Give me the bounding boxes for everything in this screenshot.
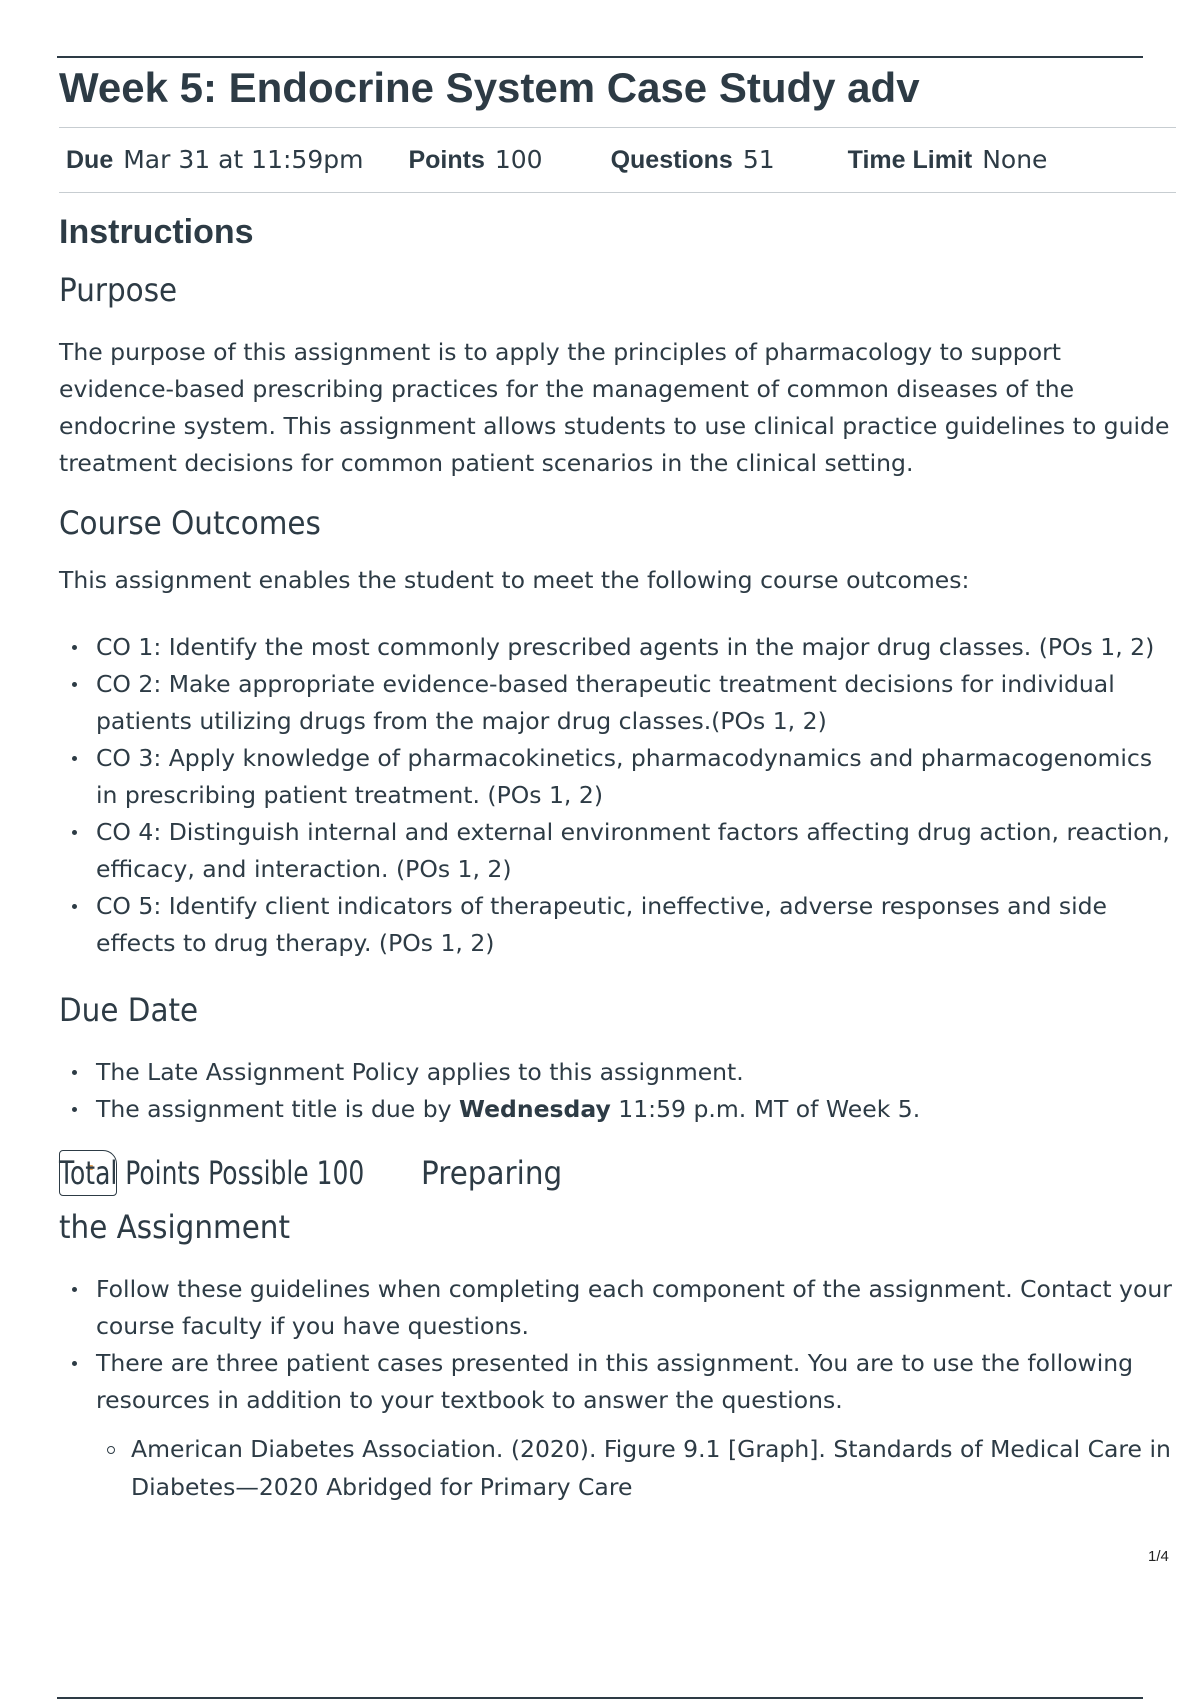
points-value: 100 [494,145,543,174]
due-day: Wednesday [459,1095,611,1123]
preparing-heading-line1: Preparing [421,1154,563,1192]
list-item: There are three patient cases presented in this assignment. You are to use the following resources in addition to your textbook to answer the questions. [59,1345,1179,1419]
page-number: 1/4 [1148,1548,1169,1565]
course-outcomes-intro: This assignment enables the student to meet the following course outcomes: [59,566,970,594]
course-outcomes-heading: Course Outcomes [59,504,321,542]
questions-label: Questions [610,146,733,174]
total-points-row [59,1144,1179,1202]
due-value: Mar 31 at 11:59pm [123,145,364,174]
list-item: The Late Assignment Policy applies to this assignment. [59,1054,1179,1091]
due-label: Due [66,146,114,174]
points-label: Points [408,146,485,174]
resource-item: American Diabetes Association. (2020). Figure 9.1 [Graph]. Standards of Medical Care in Diabetes—2020 Abridged for Primary Care [95,1430,1179,1506]
due-text-before: The assignment title is due by [96,1095,460,1123]
purpose-heading: Purpose [59,271,178,309]
points-meta [408,145,542,175]
questions-meta [611,145,775,175]
due-text-after: 11:59 p.m. MT of Week 5. [610,1095,921,1123]
questions-value: 51 [742,145,775,174]
assignment-meta-bar [59,127,1176,193]
preparing-list [59,1271,1179,1419]
resources-list [59,1430,1179,1506]
list-item: CO 1: Identify the most commonly prescribed agents in the major drug classes. (POs 1, 2) [59,629,1179,666]
total-points-text: Total Points Possible 100 [59,1154,365,1192]
time-limit-value: None [982,145,1048,174]
due-date-list [59,1054,1179,1128]
list-item: CO 2: Make appropriate evidence-based therapeutic treatment decisions for individual patients utilizing drugs from the major drug classes.(POs 1, 2) [59,666,1179,740]
purpose-body: The purpose of this assignment is to apply the principles of pharmacology to support evidence-based prescribing practices for the management of common diseases of the endocrine system. This assignment allows students to use clinical practice guidelines to guide treatment decisions for common patient scenarios in the clinical setting. [59,338,1170,477]
list-item: CO 4: Distinguish internal and external environment factors affecting drug action, reaction, efficacy, and interaction. (POs 1, 2) [59,814,1179,888]
list-item: CO 3: Apply knowledge of pharmacokinetics, pharmacodynamics and pharmacogenomics in prescribing patient treatment. (POs 1, 2) [59,740,1179,814]
bottom-rule [57,1697,1143,1699]
list-item: CO 5: Identify client indicators of therapeutic, ineffective, adverse responses and side effects to drug therapy. (POs 1, 2) [59,888,1179,962]
due-meta [66,145,363,175]
course-outcomes-list [59,629,1179,962]
list-item [59,1091,1179,1128]
document-page [59,62,1179,1506]
list-item: Follow these guidelines when completing each component of the assignment. Contact your course faculty if you have questions. [59,1271,1179,1345]
top-rule [57,56,1143,58]
instructions-heading: Instructions [59,213,254,251]
page-title: Week 5: Endocrine System Case Study adv [59,64,920,111]
preparing-heading-line2: the Assignment [59,1208,291,1246]
time-limit-label: Time Limit [847,146,973,174]
time-limit-meta [848,145,1048,175]
due-date-heading: Due Date [59,991,199,1029]
